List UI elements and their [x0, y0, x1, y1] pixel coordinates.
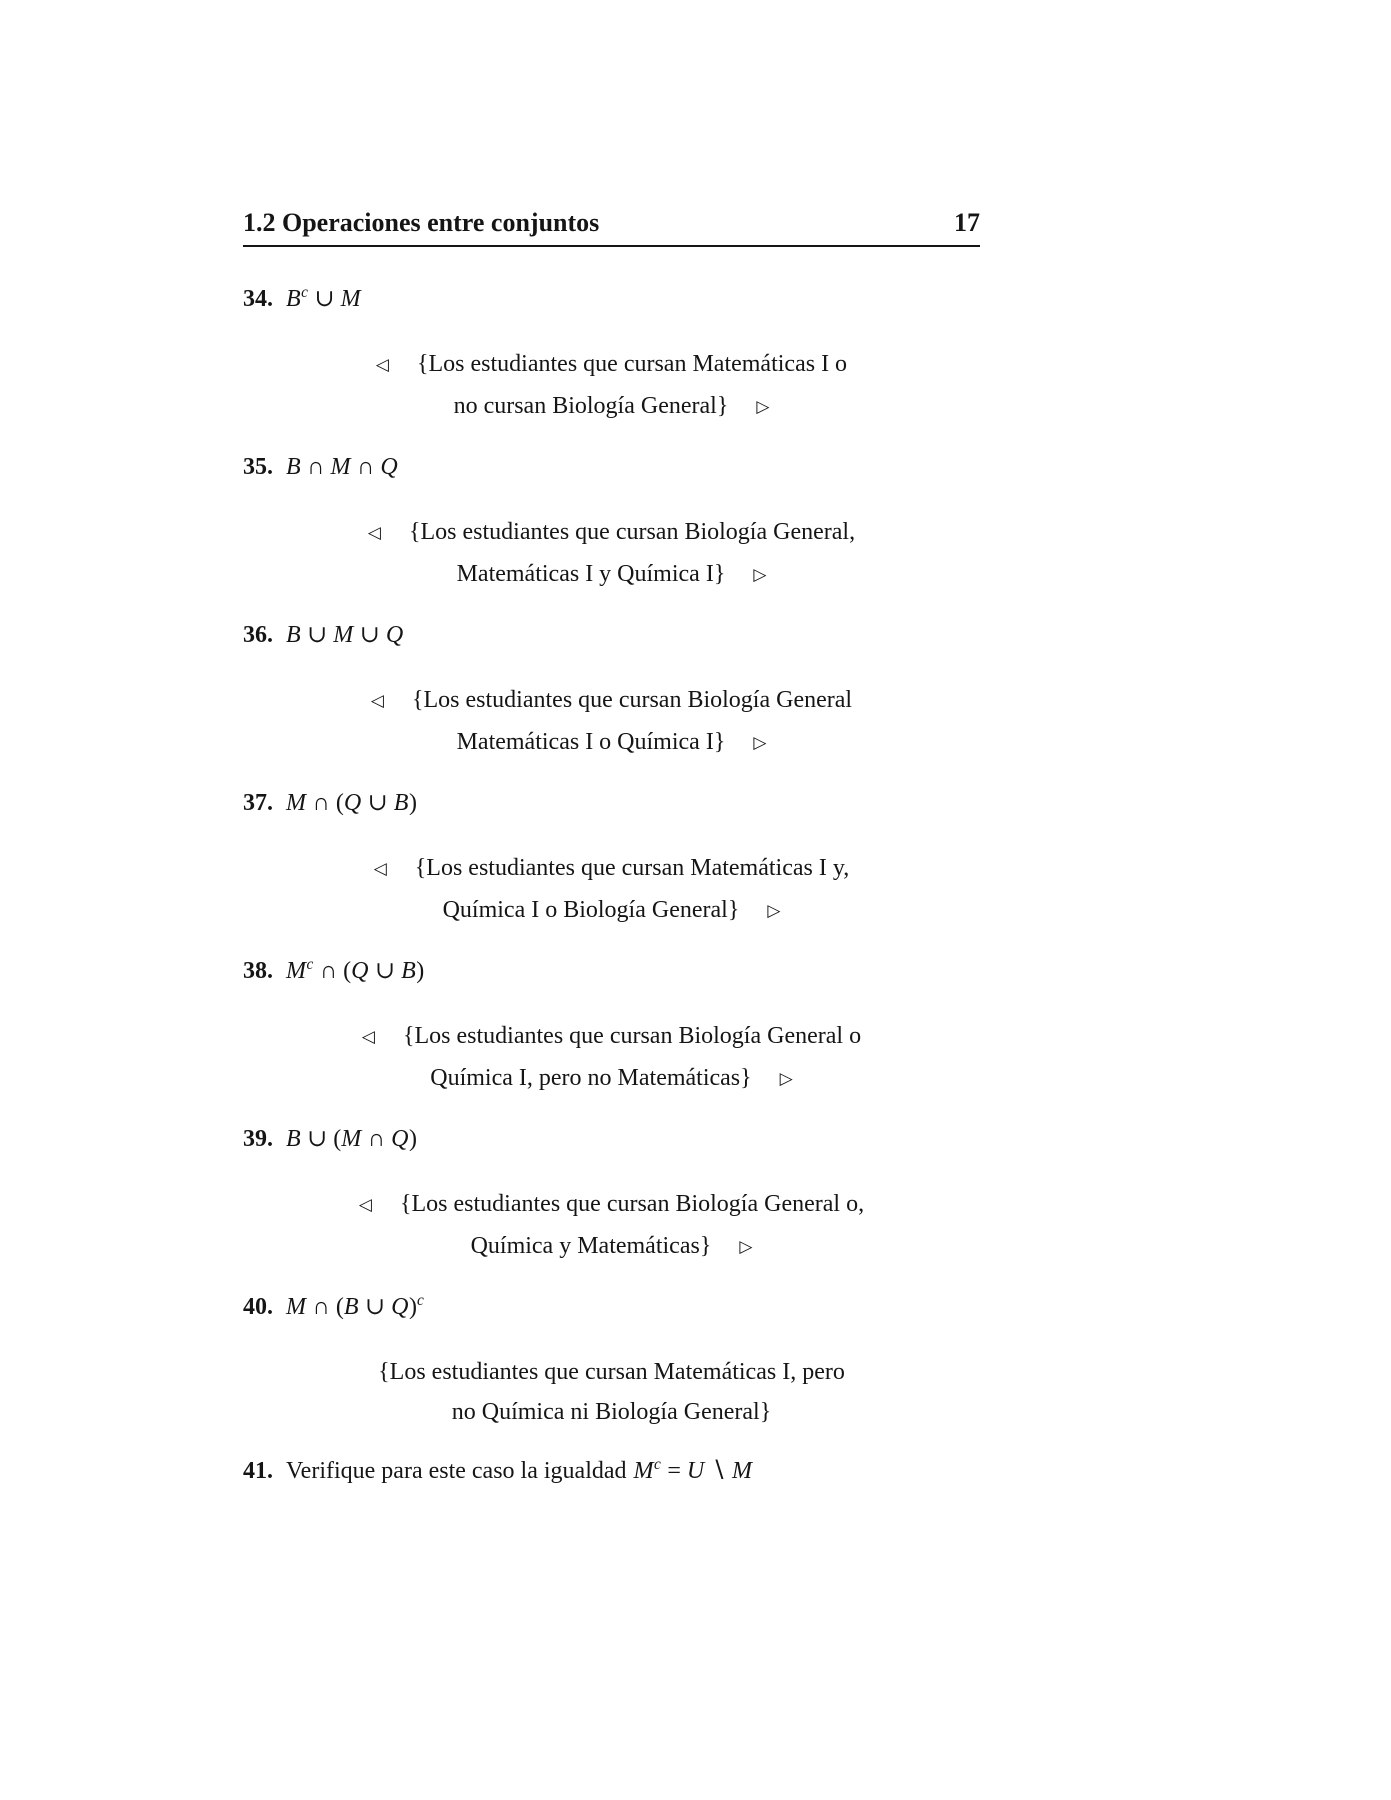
- triangle-left-icon: ◁: [373, 859, 387, 879]
- answer-line-1: [243, 1016, 980, 1058]
- answer-line-2: [243, 1392, 980, 1432]
- answer-line-2: [243, 890, 980, 932]
- answer-line-1: [243, 1184, 980, 1226]
- page-content: [243, 210, 980, 1510]
- answer-text-line-2: Química I o Biología General}: [442, 897, 740, 923]
- triangle-left-icon: ◁: [370, 691, 384, 711]
- triangle-right-icon: ▷: [753, 733, 767, 753]
- answer-block: [243, 1352, 980, 1432]
- answer-text-line-1: {Los estudiantes que cursan Biología General,: [409, 519, 856, 545]
- exercise-item: [243, 620, 980, 764]
- exercise-statement: [243, 1292, 980, 1322]
- answer-block: [243, 1184, 980, 1268]
- triangle-left-icon: ◁: [361, 1027, 375, 1047]
- item-expression: $B^c$ ∪ M: [286, 284, 362, 312]
- item-expression: B ∩ M ∩ Q: [286, 454, 399, 480]
- answer-line-2: [243, 722, 980, 764]
- answer-block: [243, 680, 980, 764]
- answer-line-2: [243, 1058, 980, 1100]
- exercise-statement: [243, 284, 980, 314]
- exercise-item: [243, 452, 980, 596]
- exercise-item: [243, 956, 980, 1100]
- item-expression: $M^c$ ∩ (Q ∪ B): [286, 956, 425, 984]
- item-expression: $M^c = U$ ∖ M: [633, 1456, 753, 1484]
- answer-text-line-1: {Los estudiantes que cursan Matemáticas I, pero: [378, 1359, 845, 1385]
- triangle-right-icon: ▷: [756, 397, 770, 417]
- item-text: Verifique para este caso la igualdad: [286, 1458, 627, 1484]
- answer-text-line-1: {Los estudiantes que cursan Matemáticas I o: [417, 351, 848, 377]
- answer-line-2: [243, 554, 980, 596]
- answer-text-line-2: Química I, pero no Matemáticas}: [430, 1065, 752, 1091]
- exercise-statement: [243, 1456, 980, 1486]
- triangle-left-icon: ◁: [367, 523, 381, 543]
- exercise-item: [243, 1456, 980, 1486]
- exercise-statement: [243, 1124, 980, 1154]
- triangle-right-icon: ▷: [753, 565, 767, 585]
- item-expression: M ∩ (B ∪ Q)$^c$: [286, 1292, 425, 1320]
- triangle-right-icon: ▷: [767, 901, 781, 921]
- exercise-statement: [243, 620, 980, 650]
- answer-line-1: [243, 344, 980, 386]
- exercise-statement: [243, 452, 980, 482]
- answer-text-line-1: {Los estudiantes que cursan Biología General o: [403, 1023, 862, 1049]
- page-header: [243, 210, 980, 247]
- item-number: 38.: [243, 958, 273, 984]
- section-title: 1.2 Operaciones entre conjuntos: [243, 208, 600, 237]
- exercise-statement: [243, 788, 980, 818]
- exercise-item: [243, 284, 980, 428]
- answer-text-line-2: Matemáticas I o Química I}: [456, 729, 726, 755]
- item-number: 36.: [243, 622, 273, 648]
- answer-line-1: [243, 680, 980, 722]
- item-number: 41.: [243, 1458, 273, 1484]
- triangle-right-icon: ▷: [779, 1069, 793, 1089]
- item-number: 37.: [243, 790, 273, 816]
- answer-text-line-2: Matemáticas I y Química I}: [456, 561, 726, 587]
- item-expression: M ∩ (Q ∪ B): [286, 790, 417, 816]
- item-number: 40.: [243, 1294, 273, 1320]
- answer-line-2: [243, 1226, 980, 1268]
- exercise-list: [243, 284, 980, 1486]
- item-expression: B ∪ (M ∩ Q): [286, 1126, 417, 1152]
- answer-block: [243, 344, 980, 428]
- answer-line-2: [243, 386, 980, 428]
- answer-line-1: [243, 848, 980, 890]
- answer-text-line-1: {Los estudiantes que cursan Matemáticas I y,: [414, 855, 850, 881]
- answer-block: [243, 512, 980, 596]
- answer-block: [243, 848, 980, 932]
- answer-text-line-2: no cursan Biología General}: [453, 393, 729, 419]
- exercise-item: [243, 1124, 980, 1268]
- page-number: 17: [954, 208, 980, 237]
- triangle-left-icon: ◁: [375, 355, 389, 375]
- item-number: 39.: [243, 1126, 273, 1152]
- answer-line-1: [243, 1352, 980, 1392]
- item-number: 34.: [243, 286, 273, 312]
- triangle-right-icon: ▷: [739, 1237, 753, 1257]
- exercise-item: [243, 1292, 980, 1432]
- answer-text-line-2: Química y Matemáticas}: [470, 1233, 712, 1259]
- answer-text-line-1: {Los estudiantes que cursan Biología General: [412, 687, 853, 713]
- answer-line-1: [243, 512, 980, 554]
- item-expression: B ∪ M ∪ Q: [286, 622, 404, 648]
- triangle-left-icon: ◁: [358, 1195, 372, 1215]
- answer-text-line-2: no Química ni Biología General}: [451, 1399, 772, 1425]
- exercise-statement: [243, 956, 980, 986]
- exercise-item: [243, 788, 980, 932]
- item-number: 35.: [243, 454, 273, 480]
- answer-text-line-1: {Los estudiantes que cursan Biología General o,: [400, 1191, 865, 1217]
- answer-block: [243, 1016, 980, 1100]
